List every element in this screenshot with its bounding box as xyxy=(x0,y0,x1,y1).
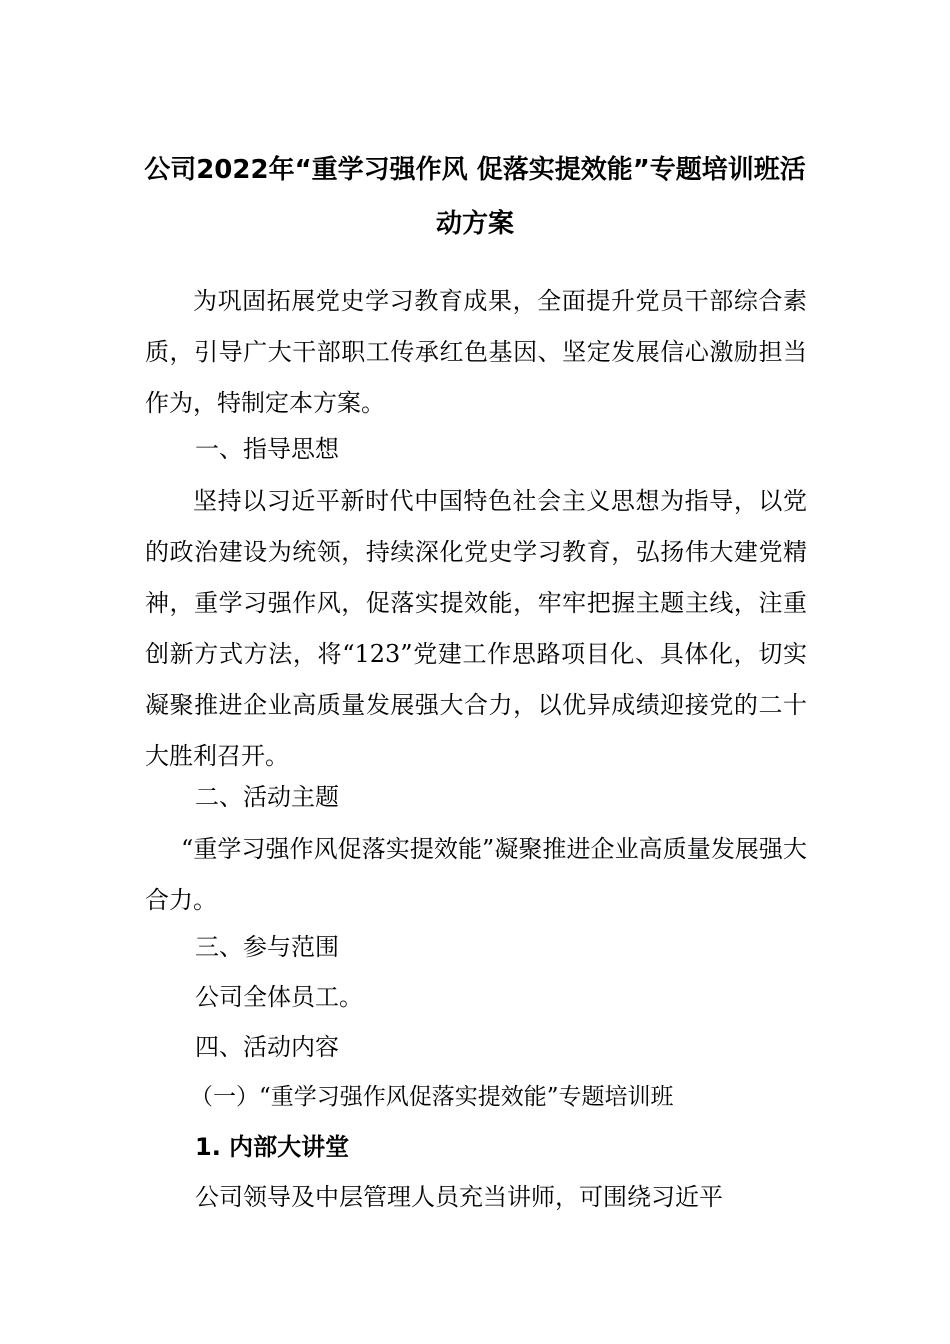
section-1-body: 坚持以习近平新时代中国特色社会主义思想为指导，以党的政治建设为统领，持续深化党史学习教育，弘扬伟大建党精神，重学习强作风，促落实提效能，牢牢把握主题主线，注重创新方式方法，将“123”党建工作思路项目化、具体化，切实凝聚推进企业高质量发展强大合力，以优异成绩迎接党的二十大胜利召开。 xyxy=(145,487,807,770)
section-3-body: 公司全体员工。 xyxy=(195,983,363,1011)
item-1-heading: 1. 内部大讲堂 xyxy=(195,1133,350,1161)
title-line-2: 动方案 xyxy=(435,209,514,239)
item-1-body: 公司领导及中层管理人员充当讲师，可围绕习近平 xyxy=(195,1183,723,1211)
section-2-heading: 二、活动主题 xyxy=(195,783,339,811)
section-2-body: “重学习强作风促落实提效能”凝聚推进企业高质量发展强大合力。 xyxy=(145,835,807,914)
section-3-heading: 三、参与范围 xyxy=(195,933,339,961)
section-4-heading: 四、活动内容 xyxy=(195,1033,339,1061)
intro-paragraph: 为巩固拓展党史学习教育成果，全面提升党员干部综合素质，引导广大干部职工传承红色基因、坚定发展信心激励担当作为，特制定本方案。 xyxy=(145,287,807,417)
section-1-heading: 一、指导思想 xyxy=(195,435,339,463)
section-4-subheading: （一）“重学习强作风促落实提效能”专题培训班 xyxy=(190,1084,674,1110)
document-title xyxy=(140,143,810,251)
title-line-1: 公司2022年“重学习强作风 促落实提效能”专题培训班活 xyxy=(144,155,806,185)
